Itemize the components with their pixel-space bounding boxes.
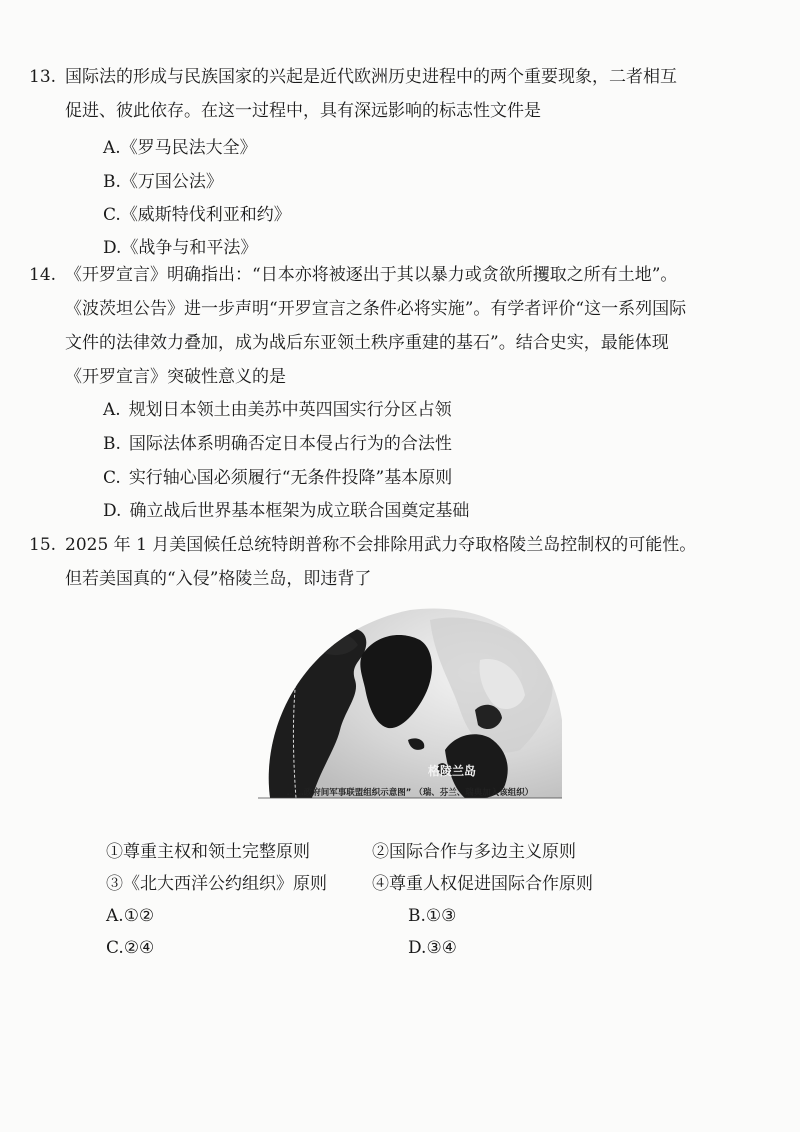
question-stem-line: 2025 年 1 月美国候任总统特朗普称不会排除用武力夺取格陵兰岛控制权的可能性。 bbox=[65, 535, 697, 555]
option-a[interactable] bbox=[103, 398, 452, 422]
question-number: 13. bbox=[29, 67, 57, 87]
option-b[interactable] bbox=[103, 170, 223, 194]
statement-mark: ① bbox=[106, 842, 123, 862]
question-15 bbox=[29, 528, 745, 596]
option-label: C. bbox=[103, 205, 121, 225]
option-label: D. bbox=[103, 238, 122, 258]
figure-caption: ……政府间军事联盟组织示意图” （瑞、芬兰、瑞典加入该组织） bbox=[286, 788, 534, 798]
question-13 bbox=[29, 60, 745, 128]
option-label: A. bbox=[103, 138, 121, 158]
question-stem-line: 国际法的形成与民族国家的兴起是近代欧洲历史进程中的两个重要现象，二者相互 bbox=[65, 67, 677, 87]
question-14 bbox=[29, 258, 745, 394]
option-text: 实行轴心国必须履行“无条件投降”基本原则 bbox=[128, 468, 453, 488]
option-label: B. bbox=[103, 172, 121, 192]
option-a[interactable] bbox=[106, 904, 154, 928]
option-b[interactable] bbox=[103, 432, 452, 456]
option-text: ②④ bbox=[123, 938, 155, 958]
option-b[interactable] bbox=[408, 904, 456, 928]
option-text: 《罗马民法大全》 bbox=[120, 138, 257, 158]
option-label: B. bbox=[103, 434, 121, 454]
option-label: A. bbox=[103, 400, 121, 420]
question-stem-line: 《开罗宣言》明确指出：“日本亦将被逐出于其以暴力或贪欲所攫取之所有土地”。 bbox=[65, 265, 678, 285]
question-number: 14. bbox=[29, 265, 57, 285]
question-number: 15. bbox=[29, 535, 57, 555]
option-text: ③④ bbox=[426, 938, 457, 958]
statement-4 bbox=[372, 872, 593, 896]
greenland-label: 格陵兰岛 bbox=[428, 764, 477, 778]
option-text: 《威斯特伐利亚和约》 bbox=[120, 205, 291, 225]
option-label: C. bbox=[106, 938, 124, 958]
option-d[interactable] bbox=[408, 936, 457, 960]
statement-2 bbox=[372, 840, 576, 864]
statement-3 bbox=[106, 872, 327, 896]
option-d[interactable] bbox=[103, 236, 257, 260]
option-label: B. bbox=[408, 906, 426, 926]
globe bbox=[250, 600, 570, 808]
option-a[interactable] bbox=[103, 136, 257, 160]
option-label: A. bbox=[106, 906, 124, 926]
nato-map-figure bbox=[250, 600, 570, 808]
question-stem-line: 促进、彼此依存。在这一过程中，具有深远影响的标志性文件是 bbox=[65, 101, 541, 121]
statement-mark: ③ bbox=[106, 874, 123, 894]
option-text: ①③ bbox=[425, 906, 457, 926]
option-text: 规划日本领土由美苏中英四国实行分区占领 bbox=[128, 400, 452, 420]
option-text: 国际法体系明确否定日本侵占行为的合法性 bbox=[128, 434, 452, 454]
statement-text: 《北大西洋公约组织》原则 bbox=[123, 874, 327, 894]
statement-1 bbox=[106, 840, 310, 864]
statement-mark: ② bbox=[372, 842, 389, 862]
option-text: ①② bbox=[123, 906, 155, 926]
option-c[interactable] bbox=[106, 936, 154, 960]
question-stem-line: 文件的法律效力叠加，成为战后东亚领土秩序重建的基石”。结合史实，最能体现 bbox=[65, 333, 669, 353]
statement-text: 尊重主权和领土完整原则 bbox=[123, 842, 310, 862]
option-d[interactable] bbox=[103, 499, 469, 523]
option-text: 《战争与和平法》 bbox=[121, 238, 258, 258]
option-c[interactable] bbox=[103, 203, 291, 227]
option-text: 确立战后世界基本框架为成立联合国奠定基础 bbox=[129, 501, 470, 521]
question-stem-line: 但若美国真的“入侵”格陵兰岛，即违背了 bbox=[65, 569, 372, 589]
question-stem-line: 《开罗宣言》突破性意义的是 bbox=[65, 367, 286, 387]
statement-text: 国际合作与多边主义原则 bbox=[389, 842, 576, 862]
option-label: D. bbox=[103, 501, 122, 521]
option-c[interactable] bbox=[103, 466, 452, 490]
question-stem-line: 《波茨坦公告》进一步声明“开罗宣言之条件必将实施”。有学者评价“这一系列国际 bbox=[65, 299, 687, 319]
statement-text: 尊重人权促进国际合作原则 bbox=[389, 874, 593, 894]
statement-mark: ④ bbox=[372, 874, 389, 894]
option-label: D. bbox=[408, 938, 427, 958]
option-label: C. bbox=[103, 468, 121, 488]
option-text: 《万国公法》 bbox=[120, 172, 223, 192]
